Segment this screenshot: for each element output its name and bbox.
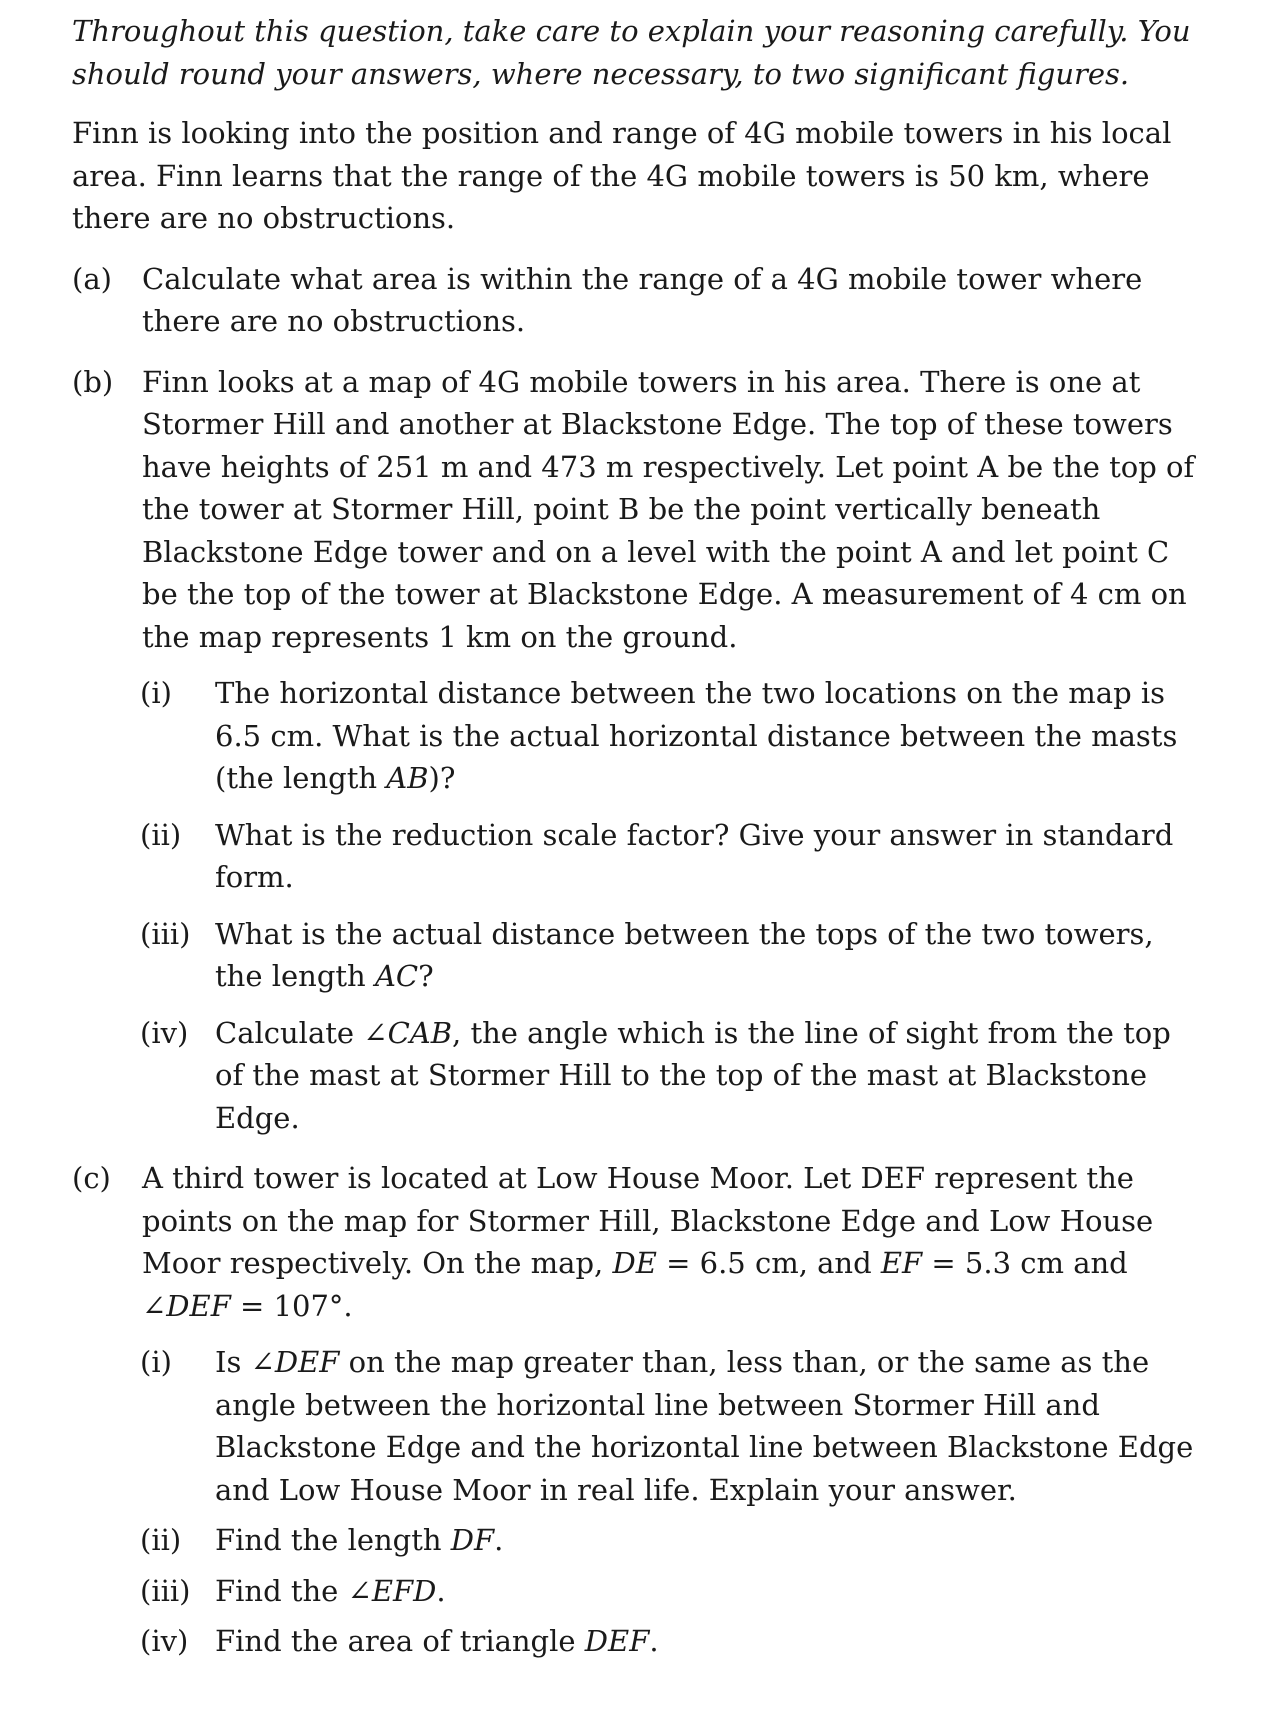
- part-b-iii-text-1: What is the actual distance between the tops of the two towers, the length: [215, 916, 1154, 993]
- part-c-ii-label: (ii): [140, 1523, 182, 1557]
- part-b-ii: [140, 814, 1205, 899]
- part-c-i-text: [215, 1341, 1205, 1511]
- part-c-iii: [140, 1570, 1205, 1613]
- part-c-ii-math: DF: [450, 1523, 495, 1557]
- part-a: [72, 258, 1205, 343]
- part-c-text-2: = 6.5 cm, and: [656, 1246, 881, 1280]
- part-b: [72, 361, 1205, 659]
- part-b-i: [140, 672, 1205, 800]
- part-c-iv-text: [215, 1620, 1205, 1663]
- part-c-i-math: ∠DEF: [250, 1345, 340, 1379]
- part-b-i-text-1: The horizontal distance between the two locations on the map is 6.5 cm. What is the actual horizontal distance between the masts (the length: [215, 676, 1178, 795]
- part-c-iii-label: (iii): [140, 1573, 191, 1608]
- part-c-math-ef: EF: [880, 1246, 923, 1280]
- part-a-label: (a): [72, 261, 112, 296]
- part-c-ii-text-2: .: [494, 1523, 504, 1557]
- part-b-i-text-2: )?: [428, 761, 456, 795]
- part-c-ii-text-1: Find the length: [215, 1523, 451, 1557]
- part-c-text-3: = 5.3 cm and: [922, 1246, 1128, 1280]
- part-b-iv: [140, 1012, 1205, 1140]
- part-b-iii-text-2: ?: [418, 959, 434, 993]
- part-b-i-math: AB: [386, 761, 429, 795]
- part-c-iv-text-2: .: [649, 1624, 659, 1658]
- part-c-ii-text: [215, 1519, 1205, 1562]
- part-c-text: [142, 1157, 1205, 1327]
- part-b-iv-label: (iv): [140, 1015, 189, 1050]
- part-b-i-text: [215, 672, 1205, 800]
- part-b-ii-text: What is the reduction scale factor? Give your answer in standard form.: [215, 817, 1174, 894]
- part-b-text: Finn looks at a map of 4G mobile towers in his area. There is one at Stormer Hill and another at Blackstone Edge. The top of these towers have heights of 251 m and 473 m respectively. Let point A be the top of the tower at Stormer Hill, point B be the point vertically beneath Blackstone Edge tower and on a level with the point A and let point C be the top of the tower at Blackstone Edge. A measurement of 4 cm on the map represents 1 km on the ground.: [142, 364, 1195, 654]
- intro-paragraph: Finn is looking into the position and range of 4G mobile towers in his local area. Finn learns that the range of the 4G mobile towers is 50 km, where there are no obstructions.: [72, 116, 1172, 235]
- instructions: Throughout this question, take care to explain your reasoning carefully. You should round your answers, where necessary, to two significant figures.: [72, 14, 1191, 91]
- part-c-iv-label: (iv): [140, 1624, 189, 1658]
- part-b-label: (b): [72, 364, 114, 399]
- part-c-i-text-2: on the map greater than, less than, or the same as the angle between the horizontal line between Stormer Hill and Blackstone Edge and the horizontal line between Blackstone Edge and Low House Moor in real life. Explain your answer.: [215, 1345, 1194, 1507]
- part-c-math-de: DE: [612, 1246, 657, 1280]
- part-b-i-label: (i): [140, 676, 172, 710]
- part-b-iii-text: [215, 913, 1205, 998]
- part-b-iv-math: ∠CAB: [363, 1015, 453, 1050]
- part-c-i-label: (i): [140, 1345, 172, 1379]
- part-c-text-1: A third tower is located at Low House Moor. Let DEF represent the points on the map for Stormer Hill, Blackstone Edge and Low House Moor respectively. On the map,: [142, 1161, 1154, 1280]
- part-c-text-4: = 107°.: [230, 1288, 353, 1323]
- part-b-iv-text-1: Calculate: [215, 1015, 364, 1050]
- part-b-iii: [140, 913, 1205, 998]
- part-c: [72, 1157, 1205, 1327]
- part-b-iv-text: [215, 1012, 1205, 1140]
- part-c-i: [140, 1341, 1205, 1511]
- part-c-iii-math: ∠EFD: [347, 1573, 437, 1608]
- part-b-ii-label: (ii): [140, 817, 182, 852]
- part-c-ii: [140, 1519, 1205, 1562]
- part-b-iv-text-2: , the angle which is the line of sight from the top of the mast at Stormer Hill to the top of the mast at Blackstone Edge.: [215, 1015, 1171, 1135]
- part-c-iv-text-1: Find the area of triangle: [215, 1624, 585, 1658]
- part-a-text: Calculate what area is within the range of a 4G mobile tower where there are no obstructions.: [142, 261, 1143, 338]
- part-c-iii-text: [215, 1570, 1205, 1613]
- part-c-label: (c): [72, 1161, 111, 1195]
- part-c-iii-text-2: .: [436, 1573, 446, 1608]
- part-c-subquestions: [140, 1341, 1205, 1663]
- part-c-math-def: ∠DEF: [142, 1288, 231, 1323]
- part-b-iii-label: (iii): [140, 916, 191, 951]
- part-b-subquestions: [140, 672, 1205, 1139]
- part-c-iv-math: DEF: [584, 1624, 650, 1658]
- part-c-iii-text-1: Find the: [215, 1573, 348, 1608]
- part-c-iv: [140, 1620, 1205, 1663]
- part-b-iii-math: AC: [374, 959, 419, 993]
- part-c-i-text-1: Is: [215, 1345, 251, 1379]
